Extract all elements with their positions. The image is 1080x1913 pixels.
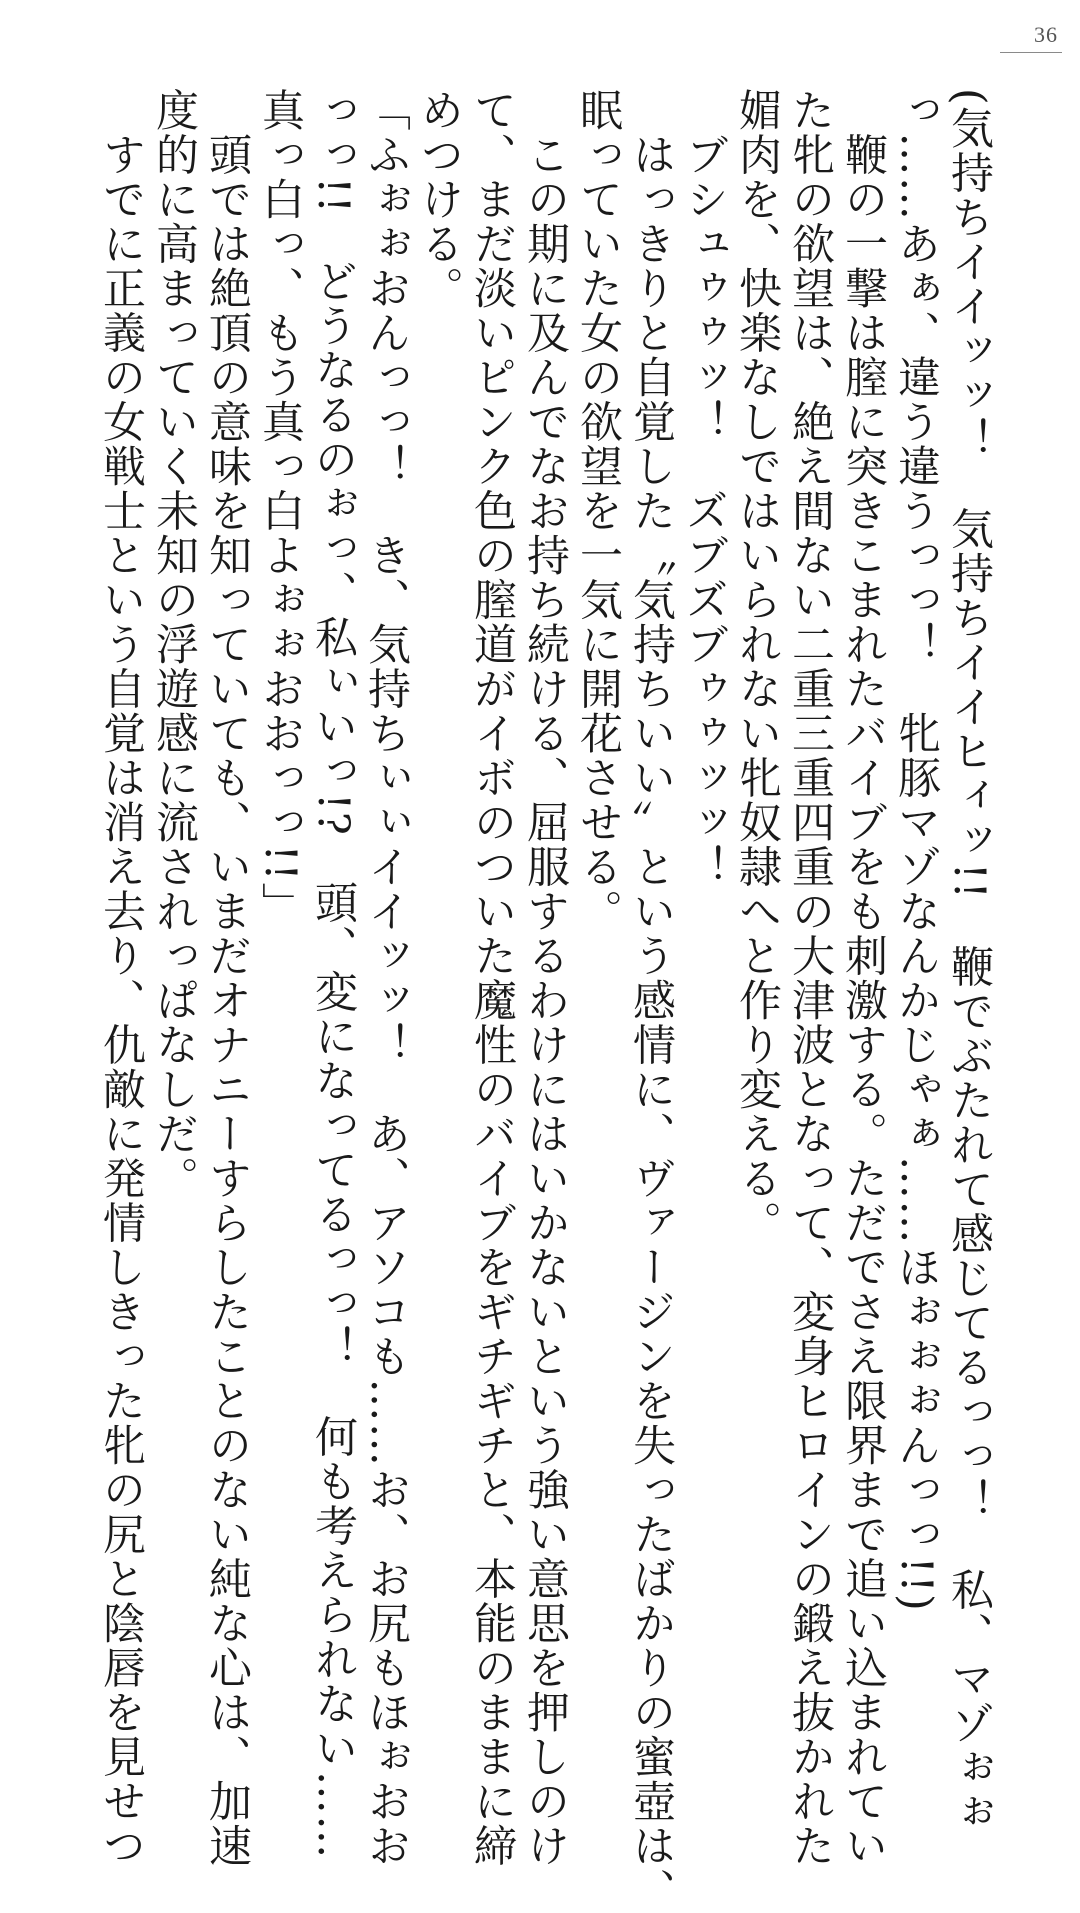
text-line: めつける。: [414, 88, 464, 311]
text-line: っ……あぁ、違う違うっっ！ 牝豚マゾなんかじゃぁ……ほぉぉぉんっっ!!): [891, 88, 941, 1613]
page-number-rule: [1000, 52, 1062, 53]
text-line: 眠っていた女の欲望を一気に開花させる。: [573, 88, 623, 934]
text-line: 度的に高まっていく未知の浮遊感に流されっぱなしだ。: [149, 88, 199, 1201]
text-line: 媚肉を、快楽なしではいられない牝奴隷へと作り変える。: [732, 88, 782, 1245]
text-line: この期に及んでなお持ち続ける、屈服するわけにはいかないという強い意思を押しのけ: [520, 88, 570, 1868]
text-line: すでに正義の女戦士という自覚は消え去り、仇敵に発情しきった牝の尻と陰唇を見せつ: [96, 88, 146, 1868]
text-line: (気持ちイイッッ！ 気持ちイイヒィッ!! 鞭でぶたれて感じてるっっ！ 私、マゾぉぉ: [944, 88, 994, 1835]
text-line: 真っ白っ、もう真っ白よぉぉおおっっ!!」: [255, 88, 305, 927]
text-line: 鞭の一撃は膣に突きこまれたバイブをも刺激する。ただでさえ限界まで追い込まれてい: [838, 88, 888, 1868]
page-number: 36: [1034, 22, 1058, 47]
text-line: た牝の欲望は、絶え間ない二重三重四重の大津波となって、変身ヒロインの鍛え抜かれた: [785, 88, 835, 1868]
body-text: [94, 88, 995, 1913]
text-line: 「ふぉぉおんっっ！ き、気持ちぃぃイイッッ！ あ、アソコも……お、お尻もほぉおお: [361, 88, 411, 1868]
text-line: 頭では絶頂の意味を知っていても、いまだオナニーすらしたことのない純な心は、加速: [202, 88, 252, 1868]
text-line: はっきりと自覚した〝気持ちいい〟という感情に、ヴァージンを失ったばかりの蜜壺は、: [626, 88, 676, 1913]
text-line: ブシュゥゥッ！ ズブズブゥゥッッ！: [679, 88, 729, 889]
text-line: っっ!! どうなるのぉっ、私ぃいっ!? 頭、変になってるっっ！ 何も考えられない……: [308, 88, 358, 1860]
text-line: て、まだ淡いピンク色の膣道がイボのついた魔性のバイブをギチギチと、本能のままに締: [467, 88, 517, 1868]
